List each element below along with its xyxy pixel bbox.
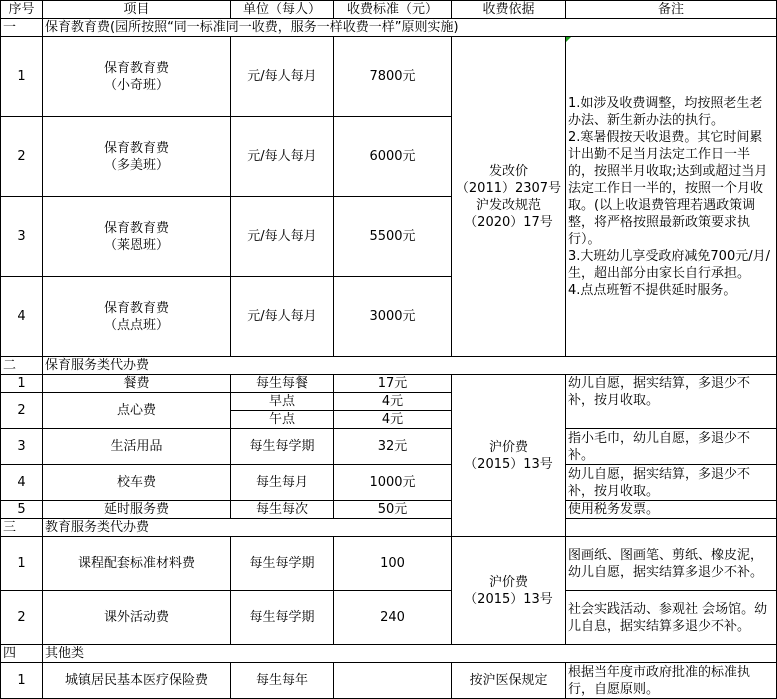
- class-name: （多美班）: [103, 157, 169, 173]
- item-cell: 餐费: [43, 375, 231, 393]
- unit-cell: 元/每人每月: [231, 117, 334, 197]
- fee-cell: 7800元: [334, 37, 452, 117]
- section-number: 一: [1, 19, 43, 37]
- table-row: [1, 429, 777, 465]
- class-name: （点点班）: [103, 317, 169, 333]
- fee-cell: 4元: [334, 393, 452, 411]
- fee-cell: 32元: [334, 429, 452, 465]
- unit-cell: 元/每人每月: [231, 277, 334, 357]
- header-item: 项目: [43, 1, 231, 19]
- remarks-cell: 幼儿自愿，据实结算，多退少不补，按月收取。: [566, 465, 777, 501]
- row-number: 3: [1, 197, 43, 277]
- remarks-cell: 图画纸、图画笔、剪纸、橡皮泥，幼儿自愿，据实结算多退少不补。: [566, 537, 777, 591]
- item-cell: 延时服务费: [43, 501, 231, 519]
- row-number: 2: [1, 117, 43, 197]
- fee-cell: 100: [334, 537, 452, 591]
- remarks-cell: 幼儿自愿，据实结算，多退少不补，按月收取。: [566, 375, 777, 429]
- unit-cell: 早点: [231, 393, 334, 411]
- section-row: [1, 645, 777, 663]
- item-cell: 城镇居民基本医疗保险费: [43, 663, 231, 699]
- item-cell: [43, 277, 231, 357]
- remarks-cell: 根据当年度市政府批准的标准执行，自愿原则。: [566, 663, 777, 699]
- fee-cell: 5500元: [334, 197, 452, 277]
- unit-cell: 每生每月: [231, 465, 334, 501]
- unit-cell: 每生每餐: [231, 375, 334, 393]
- row-number: 5: [1, 501, 43, 519]
- unit-cell: 午点: [231, 411, 334, 429]
- section-title: 保育教育费(园所按照“同一标准同一收费，服务一样收费一样”原则实施): [43, 19, 777, 37]
- section-title: 保育服务类代办费: [43, 357, 777, 375]
- unit-cell: 每生每学期: [231, 537, 334, 591]
- item-name: 保育教育费: [103, 140, 169, 156]
- remarks-cell: 使用税务发票。: [566, 501, 777, 519]
- section-row: [1, 519, 777, 537]
- unit-cell: 每生每学期: [231, 429, 334, 465]
- comment-marker-icon: [566, 37, 571, 42]
- row-number: 3: [1, 429, 43, 465]
- item-name: 保育教育费: [103, 300, 169, 316]
- fee-cell: 17元: [334, 375, 452, 393]
- table-row: [1, 375, 777, 393]
- fee-cell: 240: [334, 591, 452, 645]
- remarks-cell: 指小毛巾，幼儿自愿，多退少不补。: [566, 429, 777, 465]
- row-number: 1: [1, 375, 43, 393]
- basis-cell: 沪价费 （2015）13号: [452, 375, 566, 537]
- header-row: [1, 1, 777, 19]
- header-fee-standard: 收费标准（元）: [334, 1, 452, 19]
- basis-cell: 发改价 （2011）2307号 沪发改规范 （2020）17号: [452, 37, 566, 357]
- header-number: 序号: [1, 1, 43, 19]
- fee-cell: 4元: [334, 411, 452, 429]
- item-cell: [43, 117, 231, 197]
- class-name: （莱恩班）: [103, 237, 169, 253]
- row-number: 2: [1, 591, 43, 645]
- fee-cell: [334, 663, 452, 699]
- class-name: （小奇班）: [103, 77, 169, 93]
- table-row: [1, 465, 777, 501]
- section-number: 二: [1, 357, 43, 375]
- table-row: [1, 663, 777, 699]
- row-number: 1: [1, 37, 43, 117]
- item-cell: 生活用品: [43, 429, 231, 465]
- section-title: 教育服务类代办费: [43, 519, 452, 537]
- fee-cell: 1000元: [334, 465, 452, 501]
- unit-cell: 每生每年: [231, 663, 334, 699]
- fee-cell: 6000元: [334, 117, 452, 197]
- table-row: [1, 591, 777, 645]
- header-fee-basis: 收费依据: [452, 1, 566, 19]
- item-name: 保育教育费: [103, 60, 169, 76]
- unit-cell: 元/每人每月: [231, 37, 334, 117]
- item-cell: 点心费: [43, 393, 231, 429]
- table-row: [1, 37, 777, 117]
- row-number: 1: [1, 537, 43, 591]
- unit-cell: 每生每学期: [231, 591, 334, 645]
- remarks-cell: [566, 519, 777, 537]
- remarks-text: 1.如涉及收费调整，均按照老生老办法、新生新办法的执行。 2.寒暑假按天收退费。其它时间累计出勤不足当月法定工作日一半的，按照半月收取;达到或超过当月法定工作日一半的，按照一个月收取。(以上收退费管理若遇政策调整，将严格按照最新政策要求执行）。 3.大班幼儿享受政府减免700元/月/生，超出部分由家长自行承担。 4.点点班暂不提供延时服务。: [568, 95, 770, 298]
- remarks-cell: 社会实践活动、参观社 会场馆。幼儿自息，据实结算多退少不补。: [566, 591, 777, 645]
- remarks-cell: [566, 37, 777, 357]
- unit-cell: 每生每次: [231, 501, 334, 519]
- table-row: [1, 537, 777, 591]
- row-number: 1: [1, 663, 43, 699]
- item-cell: [43, 197, 231, 277]
- item-cell: 课程配套标准材料费: [43, 537, 231, 591]
- unit-cell: 元/每人每月: [231, 197, 334, 277]
- table-row: [1, 501, 777, 519]
- row-number: 2: [1, 393, 43, 429]
- row-number: 4: [1, 277, 43, 357]
- section-row: [1, 19, 777, 37]
- header-remarks: 备注: [566, 1, 777, 19]
- section-number: 三: [1, 519, 43, 537]
- item-name: 保育教育费: [103, 220, 169, 236]
- section-title: 其他类: [43, 645, 777, 663]
- section-row: [1, 357, 777, 375]
- section-number: 四: [1, 645, 43, 663]
- fee-cell: 3000元: [334, 277, 452, 357]
- item-cell: 校车费: [43, 465, 231, 501]
- item-cell: 课外活动费: [43, 591, 231, 645]
- fee-cell: 50元: [334, 501, 452, 519]
- row-number: 4: [1, 465, 43, 501]
- item-cell: [43, 37, 231, 117]
- basis-cell: 沪价费 （2015）13号: [452, 537, 566, 645]
- header-unit: 单位（每人）: [231, 1, 334, 19]
- basis-cell: 按沪医保规定: [452, 663, 566, 699]
